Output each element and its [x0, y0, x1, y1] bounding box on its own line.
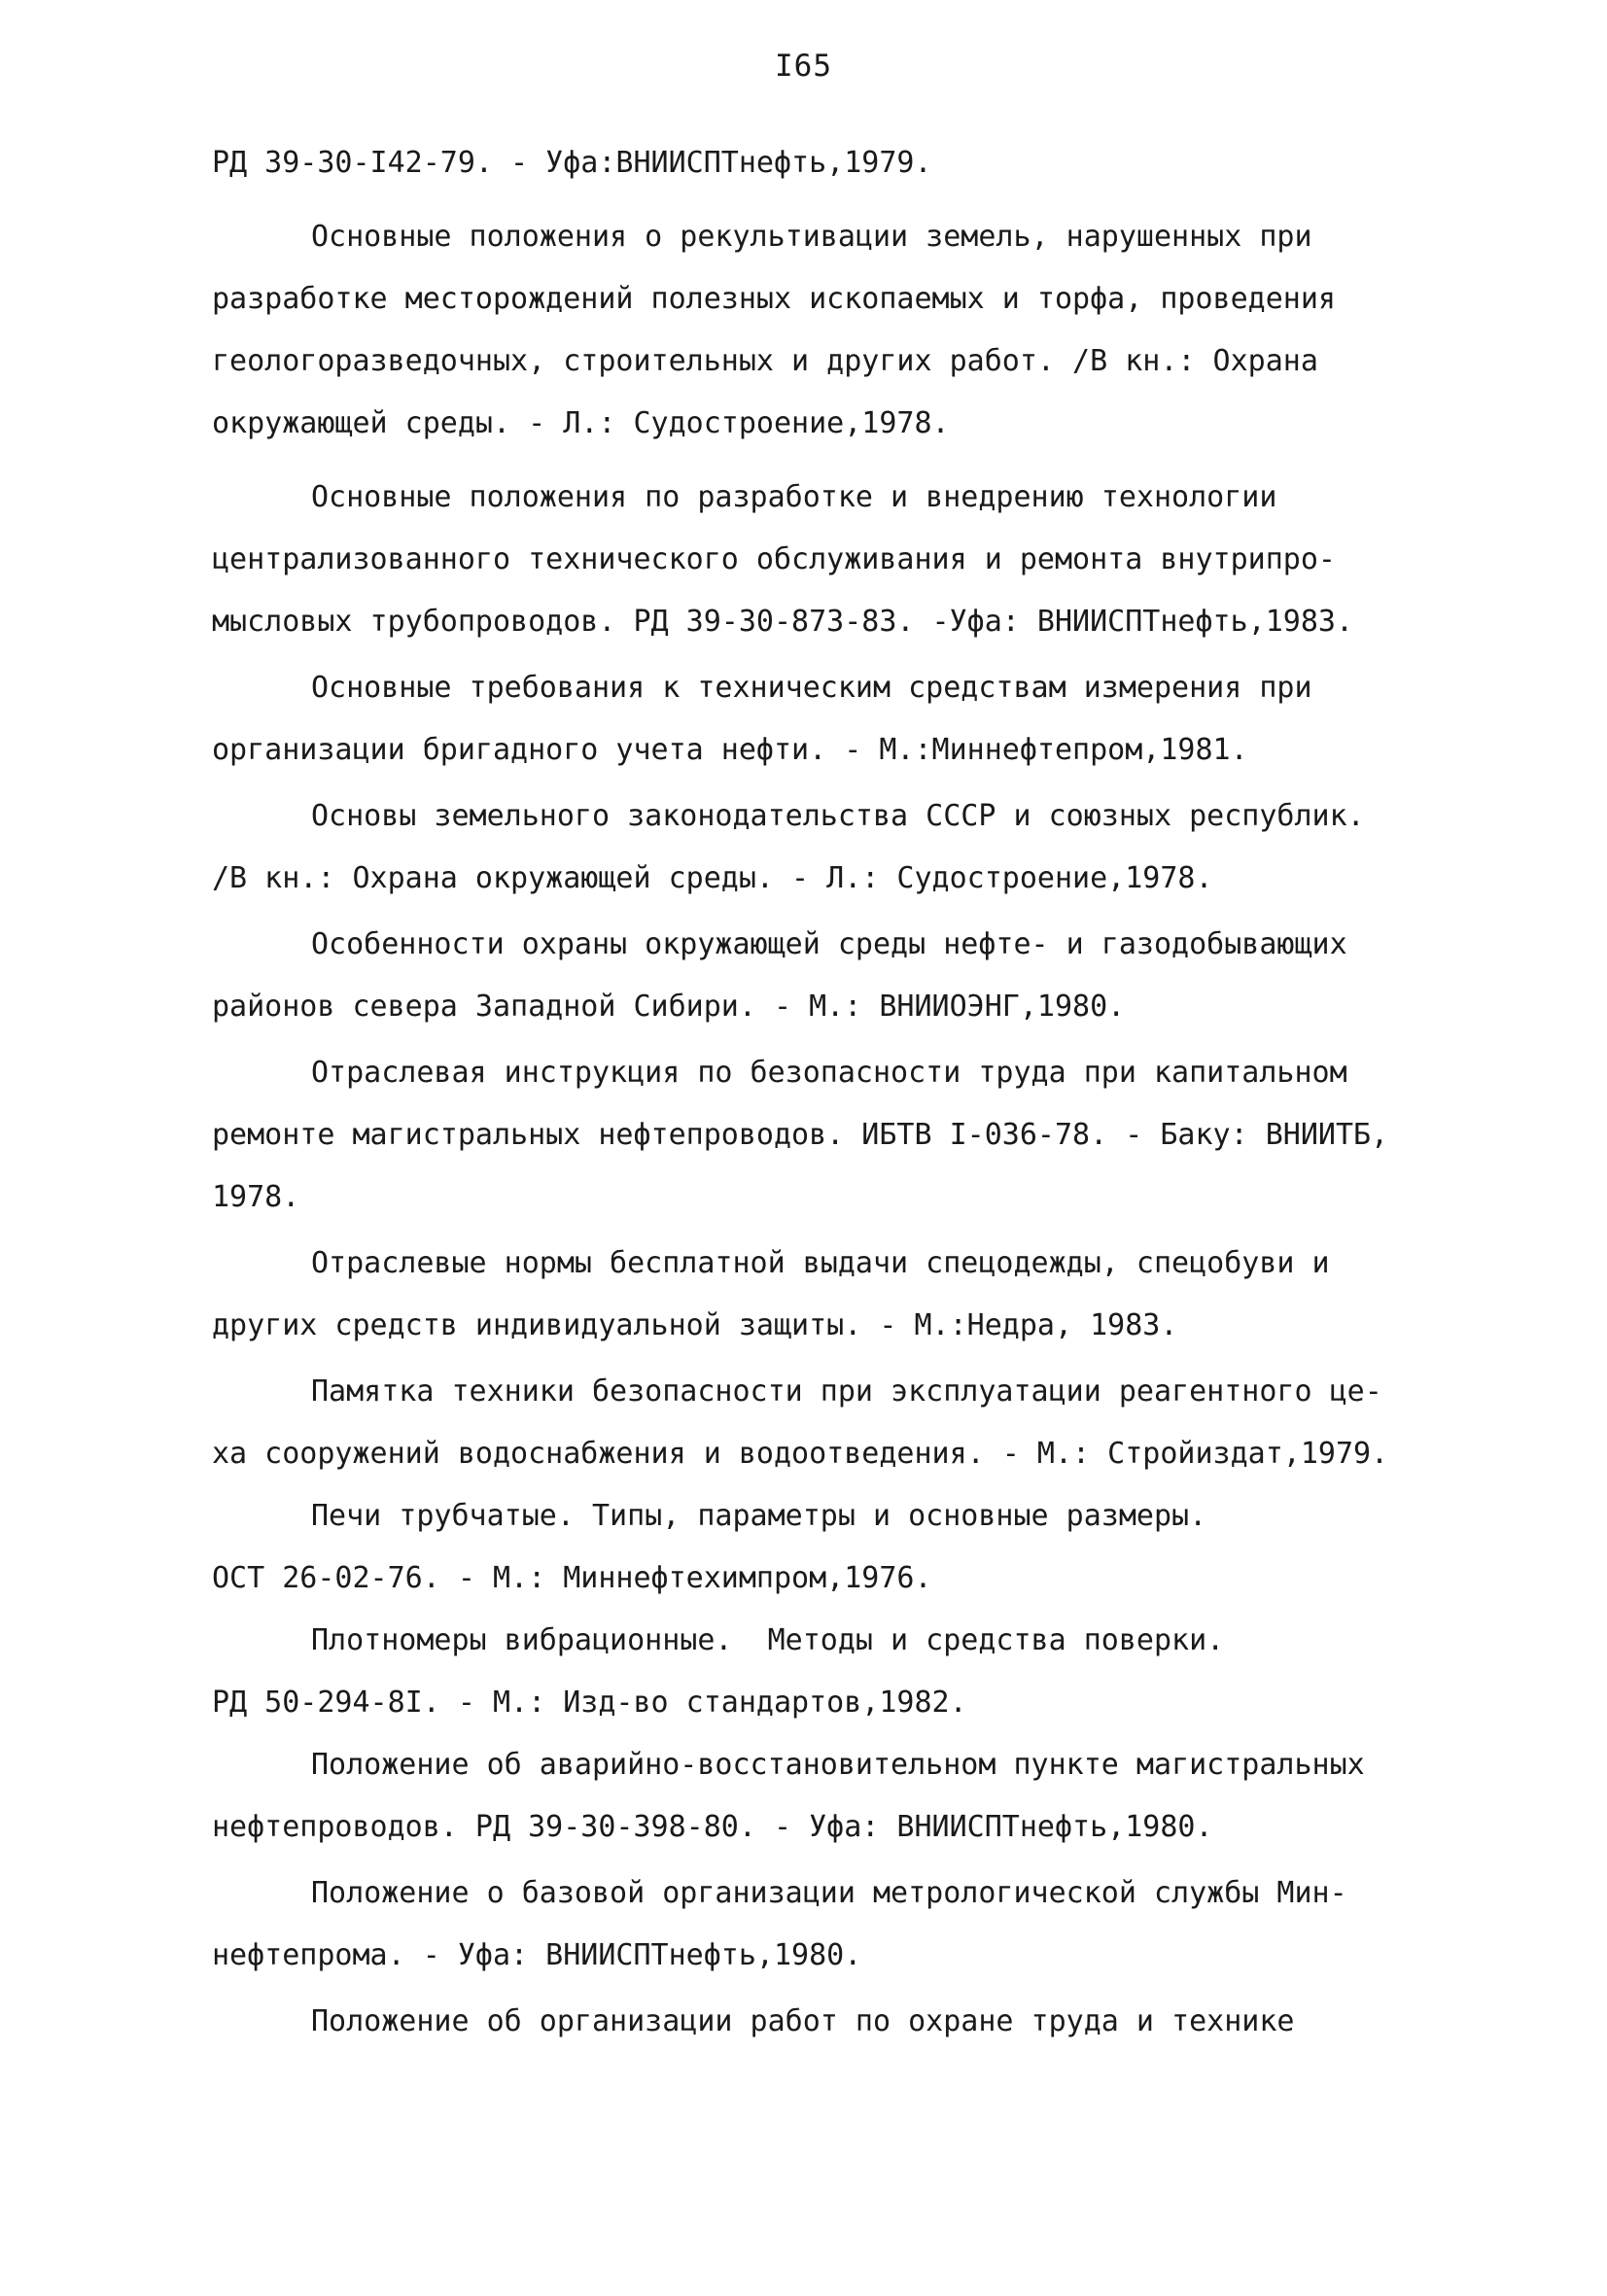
entry-line: нефтепроводов. РД 39-30-398-80. - Уфа: ВНИИСПТнефть,1980.: [212, 1810, 1213, 1844]
entry-line: РД 50-294-8I. - М.: Изд-во стандартов,1982.: [212, 1686, 967, 1720]
bibliography-entry: [212, 467, 1505, 653]
bibliography-entry: [212, 1734, 1505, 1859]
bibliography-entry: [212, 1862, 1505, 1987]
bibliography-entry: [212, 657, 1505, 782]
entry-line: ОСТ 26-02-76. - М.: Миннефтехимпром,1976.: [212, 1561, 932, 1595]
entry-line: нефтепрома. - Уфа: ВНИИСПТнефть,1980.: [212, 1938, 862, 1972]
bibliography-entry: [212, 132, 1505, 194]
bibliography-entry: [212, 206, 1505, 455]
entry-line: Отраслевые нормы бесплатной выдачи спецодежды, спецобуви и: [311, 1246, 1330, 1280]
entry-line: Памятка техники безопасности при эксплуатации реагентного це-: [311, 1374, 1382, 1409]
entry-line: Отраслевая инструкция по безопасности труда при капитальном: [311, 1056, 1347, 1090]
page-number: I65: [775, 49, 832, 84]
bibliography-text: [212, 132, 1505, 2053]
bibliography-entry: [212, 1485, 1505, 1610]
entry-line: Основы земельного законодательства СССР и союзных республик.: [311, 799, 1365, 833]
bibliography-entry: [212, 914, 1505, 1038]
entry-line: мысловых трубопроводов. РД 39-30-873-83. -Уфа: ВНИИСПТнефть,1983.: [212, 605, 1353, 639]
entry-line: /В кн.: Охрана окружающей среды. - Л.: Судостроение,1978.: [212, 861, 1213, 895]
entry-line: ха сооружений водоснабжения и водоотведения. - М.: Стройиздат,1979.: [212, 1437, 1389, 1471]
entry-line: других средств индивидуальной защиты. - М.:Недра, 1983.: [212, 1308, 1178, 1342]
bibliography-entry: [212, 1042, 1505, 1229]
entry-line: районов севера Западной Сибири. - М.: ВНИИОЭНГ,1980.: [212, 990, 1126, 1024]
entry-line: разработке месторождений полезных ископаемых и торфа, проведения: [212, 282, 1336, 316]
entry-line: 1978.: [212, 1180, 300, 1214]
entry-line: Основные положения о рекультивации земель, нарушенных при: [311, 220, 1312, 254]
entry-line: Печи трубчатые. Типы, параметры и основные размеры.: [311, 1499, 1207, 1533]
entry-line: Плотномеры вибрационные. Методы и средства поверки.: [311, 1623, 1225, 1657]
bibliography-entry: [212, 1991, 1505, 2053]
entry-line: организации бригадного учета нефти. - М.:Миннефтепром,1981.: [212, 733, 1248, 767]
entry-line: централизованного технического обслуживания и ремонта внутрипро-: [212, 542, 1336, 576]
bibliography-entry: [212, 1610, 1505, 1734]
entry-line: геологоразведочных, строительных и других работ. /В кн.: Охрана: [212, 344, 1318, 378]
entry-line: РД 39-30-I42-79. - Уфа:ВНИИСПТнефть,1979.: [212, 146, 932, 180]
bibliography-entry: [212, 785, 1505, 910]
entry-line: Положение об аварийно-восстановительном пункте магистральных: [311, 1748, 1365, 1782]
bibliography-entry: [212, 1233, 1505, 1357]
entry-line: Положение об организации работ по охране труда и технике: [311, 2004, 1295, 2038]
entry-line: Положение о базовой организации метрологической службы Мин-: [311, 1876, 1347, 1910]
entry-line: окружающей среды. - Л.: Судостроение,1978.: [212, 406, 950, 440]
bibliography-entry: [212, 1361, 1505, 1485]
entry-line: Особенности охраны окружающей среды нефте- и газодобывающих: [311, 927, 1347, 961]
entry-line: ремонте магистральных нефтепроводов. ИБТВ I-036-78. - Баку: ВНИИТБ,: [212, 1118, 1389, 1152]
entry-line: Основные требования к техническим средствам измерения при: [311, 671, 1312, 705]
entry-line: Основные положения по разработке и внедрению технологии: [311, 480, 1277, 514]
